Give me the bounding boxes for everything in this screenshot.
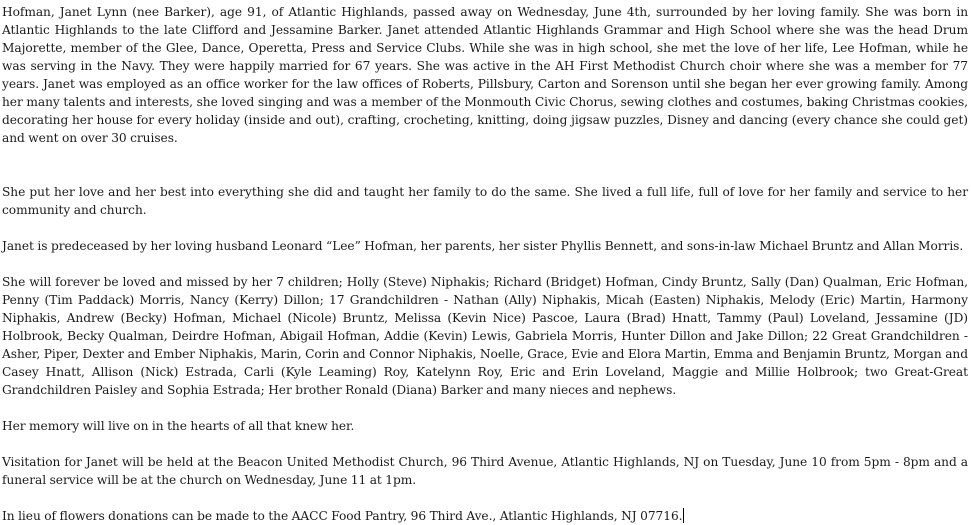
paragraph-visitation: Visitation for Janet will be held at the Beacon United Methodist Church, 96 Third Avenue, Atlantic Highlands, NJ on Tuesday, June 10 from 5pm - 8pm and a funeral service will be at the church on Wednesday, June 11 at 1pm.	[2, 455, 968, 487]
paragraph-biography: Hofman, Janet Lynn (nee Barker), age 91, of Atlantic Highlands, passed away on Wednesday, June 4th, surrounded by her loving family. She was born in Atlantic Highlands to the late Clifford and Jessamine Barker. Janet attended Atlantic Highlands Grammar and High School where she was the head Drum Majorette, member of the Glee, Dance, Operetta, Press and Service Clubs. While she was in high school, she met the love of her life, Lee Hofman, while he was serving in the Navy. They were happily married for 67 years. She was active in the AH First Methodist Church choir where she was a member for 77 years. Janet was employed as an office worker for the law offices of Roberts, Pillsbury, Carton and Sorenson until she began her ever growing family. Among her many talents and interests, she loved singing and was a member of the Monmouth Civic Chorus, sewing clothes and costumes, baking Christmas cookies, decorating her house for every holiday (inside and out), crafting, crocheting, knitting, doing jigsaw puzzles, Disney and dancing (every chance she could get) and went on over 30 cruises.	[2, 5, 968, 145]
paragraph-donations	[2, 507, 968, 525]
text-cursor	[683, 508, 684, 523]
paragraph-survivors: She will forever be loved and missed by her 7 children; Holly (Steve) Niphakis; Richard (Bridget) Hofman, Cindy Bruntz, Sally (Dan) Qualman, Eric Hofman, Penny (Tim Paddack) Morris, Nancy (Kerry) Dillon; 17 Grandchildren - Nathan (Ally) Niphakis, Micah (Easten) Niphakis, Melody (Eric) Martin, Harmony Niphakis, Andrew (Becky) Hofman, Michael (Nicole) Bruntz, Melissa (Kevin Nice) Pascoe, Laura (Brad) Hnatt, Tammy (Paul) Loveland, Jessamine (JD) Holbrook, Becky Qualman, Deirdre Hofman, Abigail Hofman, Addie (Kevin) Lewis, Gabriela Morris, Hunter Dillon and Jake Dillon; 22 Great Grandchildren - Asher, Piper, Dexter and Ember Niphakis, Marin, Corin and Connor Niphakis, Noelle, Grace, Evie and Elora Martin, Emma and Benjamin Bruntz, Morgan and Casey Hnatt, Allison (Nick) Estrada, Carli (Kyle Leaming) Roy, Katelynn Roy, Eric and Erin Loveland, Maggie and Millie Holbrook; two Great-Great Grandchildren Paisley and Sophia Estrada; Her brother Ronald (Diana) Barker and many nieces and nephews.	[2, 275, 968, 397]
paragraph-predeceased: Janet is predeceased by her loving husband Leonard “Lee” Hofman, her parents, her sister Phyllis Bennett, and sons-in-law Michael Bruntz and Allan Morris.	[2, 239, 964, 253]
paragraph-memory: Her memory will live on in the hearts of all that knew her.	[2, 419, 355, 433]
document-body[interactable]	[2, 3, 968, 525]
paragraph-life-summary: She put her love and her best into everything she did and taught her family to do the same. She lived a full life, full of love for her family and service to her community and church.	[2, 185, 968, 217]
donations-text: In lieu of flowers donations can be made to the AACC Food Pantry, 96 Third Ave., Atlantic Highlands, NJ 07716.	[2, 509, 683, 523]
